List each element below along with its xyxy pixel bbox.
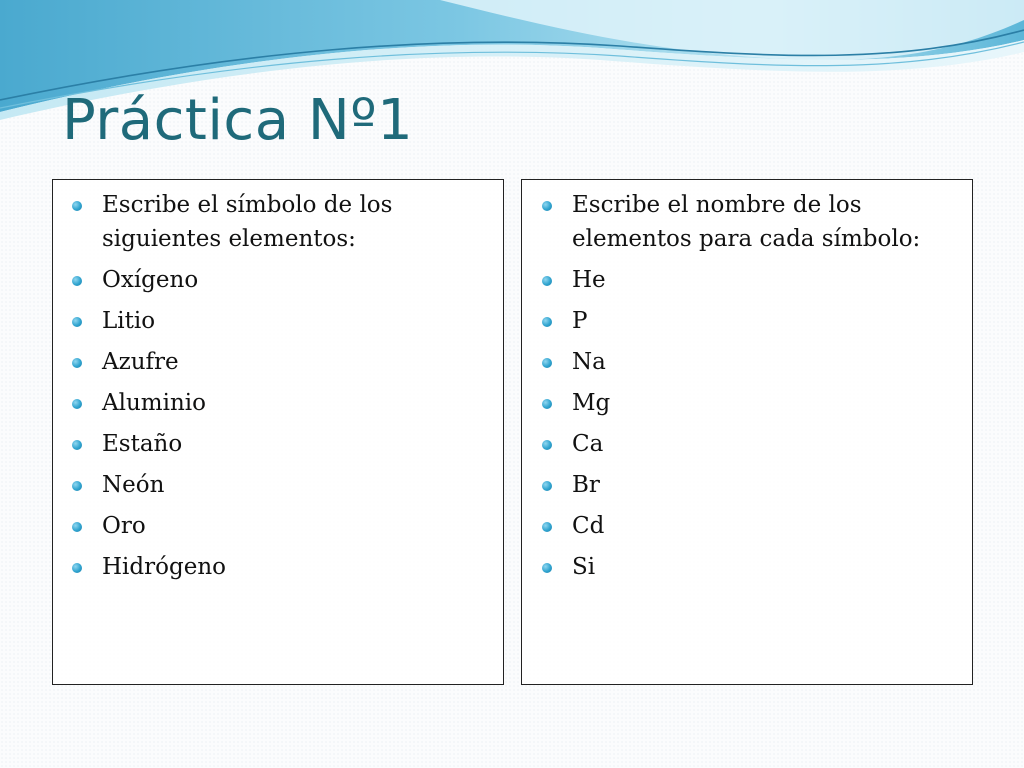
list-item: Ca (572, 427, 956, 461)
bullet-icon (542, 563, 552, 573)
bullet-icon (542, 317, 552, 327)
bullet-icon (542, 522, 552, 532)
list-item: Escribe el símbolo de los siguientes elementos: (102, 188, 487, 256)
list-item: Estaño (102, 427, 487, 461)
left-content-box (52, 179, 504, 685)
bullet-icon (542, 481, 552, 491)
list-item: Br (572, 468, 956, 502)
bullet-icon (72, 440, 82, 450)
bullet-icon (72, 481, 82, 491)
bullet-icon (542, 399, 552, 409)
bullet-icon (72, 201, 82, 211)
slide-title: Práctica Nº1 (62, 88, 414, 153)
left-bullet-list (53, 180, 503, 584)
list-item: Mg (572, 386, 956, 420)
list-item: Na (572, 345, 956, 379)
list-item: Si (572, 550, 956, 584)
list-item: Oxígeno (102, 263, 487, 297)
list-item: He (572, 263, 956, 297)
list-item: Aluminio (102, 386, 487, 420)
list-item: Neón (102, 468, 487, 502)
right-bullet-list (522, 180, 972, 584)
bullet-icon (542, 440, 552, 450)
bullet-icon (72, 399, 82, 409)
bullet-icon (72, 522, 82, 532)
bullet-icon (542, 276, 552, 286)
bullet-icon (72, 563, 82, 573)
bullet-icon (72, 317, 82, 327)
bullet-icon (72, 276, 82, 286)
list-item: Hidrógeno (102, 550, 487, 584)
list-item: Cd (572, 509, 956, 543)
bullet-icon (542, 358, 552, 368)
bullet-icon (72, 358, 82, 368)
right-content-box (521, 179, 973, 685)
list-item: P (572, 304, 956, 338)
list-item: Litio (102, 304, 487, 338)
bullet-icon (542, 201, 552, 211)
list-item: Azufre (102, 345, 487, 379)
list-item: Escribe el nombre de los elementos para cada símbolo: (572, 188, 956, 256)
list-item: Oro (102, 509, 487, 543)
